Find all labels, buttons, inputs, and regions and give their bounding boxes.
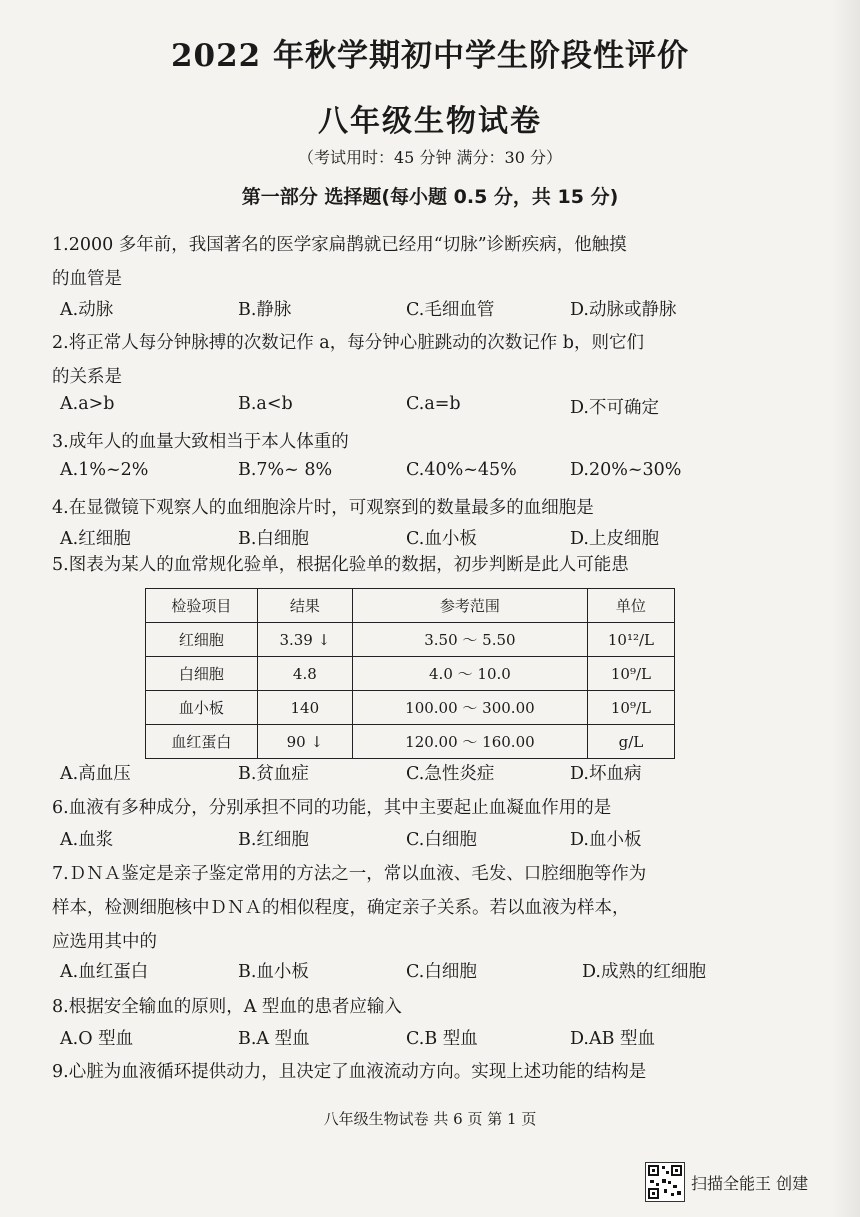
blood-test-table — [145, 588, 675, 759]
table-cell: 3.50 ～ 5.50 — [352, 623, 587, 657]
option-a: A.血红蛋白 — [60, 962, 149, 982]
table-row — [146, 725, 675, 759]
table-cell: 3.39 ↓ — [257, 623, 352, 657]
option-a: A.O 型血 — [60, 1029, 134, 1049]
option-c: C.毛细血管 — [406, 300, 495, 320]
table-header-row — [146, 589, 675, 623]
table-row — [146, 623, 675, 657]
question-8 — [52, 990, 792, 1024]
option-c: C.B 型血 — [406, 1029, 478, 1049]
table-cell: 血红蛋白 — [146, 725, 258, 759]
question-text-line: 的血管是 — [52, 269, 122, 289]
option-b: B.静脉 — [238, 300, 292, 320]
option-d: D.坏血病 — [570, 764, 642, 784]
option-a: A.高血压 — [60, 764, 131, 784]
option-b: B.白细胞 — [238, 529, 309, 549]
option-a: A.1%~2% — [60, 460, 149, 480]
option-c: C.血小板 — [406, 529, 477, 549]
table-row — [146, 657, 675, 691]
table-cell: g/L — [587, 725, 674, 759]
options-q2 — [60, 394, 780, 428]
scan-shadow — [832, 0, 860, 1217]
option-a: A.a>b — [60, 394, 115, 414]
question-4 — [52, 491, 792, 525]
section-heading: 第一部分 选择题(每小题 0.5 分，共 15 分) — [241, 186, 619, 208]
question-text-line: 5.图表为某人的血常规化验单，根据化验单的数据，初步判断是此人可能患 — [52, 555, 629, 575]
question-3 — [52, 425, 792, 459]
question-6 — [52, 791, 792, 825]
option-a: A.血浆 — [60, 830, 114, 850]
table-header: 检验项目 — [146, 589, 258, 623]
option-d: D.血小板 — [570, 830, 642, 850]
table-cell: 10¹²/L — [587, 623, 674, 657]
table-cell: 血小板 — [146, 691, 258, 725]
option-b: B.血小板 — [238, 962, 309, 982]
qr-code-icon — [645, 1162, 685, 1202]
question-text-line: 6.血液有多种成分，分别承担不同的功能，其中主要起止血凝血作用的是 — [52, 798, 612, 818]
table-cell: 100.00 ～ 300.00 — [352, 691, 587, 725]
option-b: B.A 型血 — [238, 1029, 310, 1049]
table-cell: 10⁹/L — [587, 691, 674, 725]
question-text-line: 的关系是 — [52, 367, 122, 387]
question-text-line: 3.成年人的血量大致相当于本人体重的 — [52, 432, 349, 452]
options-q7 — [60, 958, 780, 992]
question-text-line: 4.在显微镜下观察人的血细胞涂片时，可观察到的数量最多的血细胞是 — [52, 498, 594, 518]
table-cell: 红细胞 — [146, 623, 258, 657]
option-d: D.20%~30% — [570, 460, 682, 480]
question-text-line: 7.ＤＮＡ鉴定是亲子鉴定常用的方法之一，常以血液、毛发、口腔细胞等作为 — [52, 864, 647, 884]
exam-info: （考试用时：45 分钟 满分：30 分） — [298, 148, 562, 167]
option-d: D.不可确定 — [570, 398, 659, 418]
table-cell: 4.0 ～ 10.0 — [352, 657, 587, 691]
option-c: C.40%~45% — [406, 460, 517, 480]
options-q6 — [60, 826, 780, 860]
question-text-line: 样本，检测细胞核中ＤＮＡ的相似程度，确定亲子关系。若以血液为样本， — [52, 898, 630, 918]
question-text-line: 9.心脏为血液循环提供动力，且决定了血液流动方向。实现上述功能的结构是 — [52, 1062, 647, 1082]
question-text-line: 1.2000 多年前，我国著名的医学家扁鹊就已经用“切脉”诊断疾病，他触摸 — [52, 235, 627, 255]
options-q3 — [60, 460, 780, 494]
option-b: B.7%~ 8% — [238, 460, 333, 480]
question-7 — [52, 857, 792, 959]
table-cell: 120.00 ～ 160.00 — [352, 725, 587, 759]
option-c: C.a=b — [406, 394, 461, 414]
exam-title: 2022 年秋学期初中学生阶段性评价 — [170, 38, 690, 74]
table-cell: 4.8 — [257, 657, 352, 691]
option-b: B.贫血症 — [238, 764, 309, 784]
watermark-text: 扫描全能王 创建 — [691, 1174, 809, 1193]
option-c: C.急性炎症 — [406, 764, 495, 784]
option-d: D.成熟的红细胞 — [582, 962, 706, 982]
question-text-line: 8.根据安全输血的原则，A 型血的患者应输入 — [52, 997, 402, 1017]
scanner-watermark — [645, 1162, 845, 1202]
option-b: B.a<b — [238, 394, 293, 414]
options-q8 — [60, 1025, 780, 1059]
option-d: D.AB 型血 — [570, 1029, 656, 1049]
question-text-line: 应选用其中的 — [52, 932, 157, 952]
options-q1 — [60, 296, 780, 330]
table-header: 参考范围 — [352, 589, 587, 623]
table-cell: 140 — [257, 691, 352, 725]
option-b: B.红细胞 — [238, 830, 309, 850]
question-9 — [52, 1055, 792, 1089]
table-row — [146, 691, 675, 725]
table-cell: 白细胞 — [146, 657, 258, 691]
exam-subtitle: 八年级生物试卷 — [318, 104, 542, 139]
option-d: D.动脉或静脉 — [570, 300, 677, 320]
question-text-line: 2.将正常人每分钟脉搏的次数记作 a，每分钟心脏跳动的次数记作 b，则它们 — [52, 333, 644, 353]
option-c: C.白细胞 — [406, 830, 477, 850]
table-cell: 90 ↓ — [257, 725, 352, 759]
question-5 — [52, 548, 792, 582]
question-1 — [52, 228, 792, 296]
option-c: C.白细胞 — [406, 962, 477, 982]
option-a: A.红细胞 — [60, 529, 131, 549]
table-header: 单位 — [587, 589, 674, 623]
page-footer: 八年级生物试卷 共 6 页 第 1 页 — [323, 1110, 537, 1128]
table-header: 结果 — [257, 589, 352, 623]
options-q5 — [60, 760, 780, 794]
table-cell: 10⁹/L — [587, 657, 674, 691]
option-a: A.动脉 — [60, 300, 114, 320]
question-2 — [52, 326, 792, 394]
option-d: D.上皮细胞 — [570, 529, 659, 549]
